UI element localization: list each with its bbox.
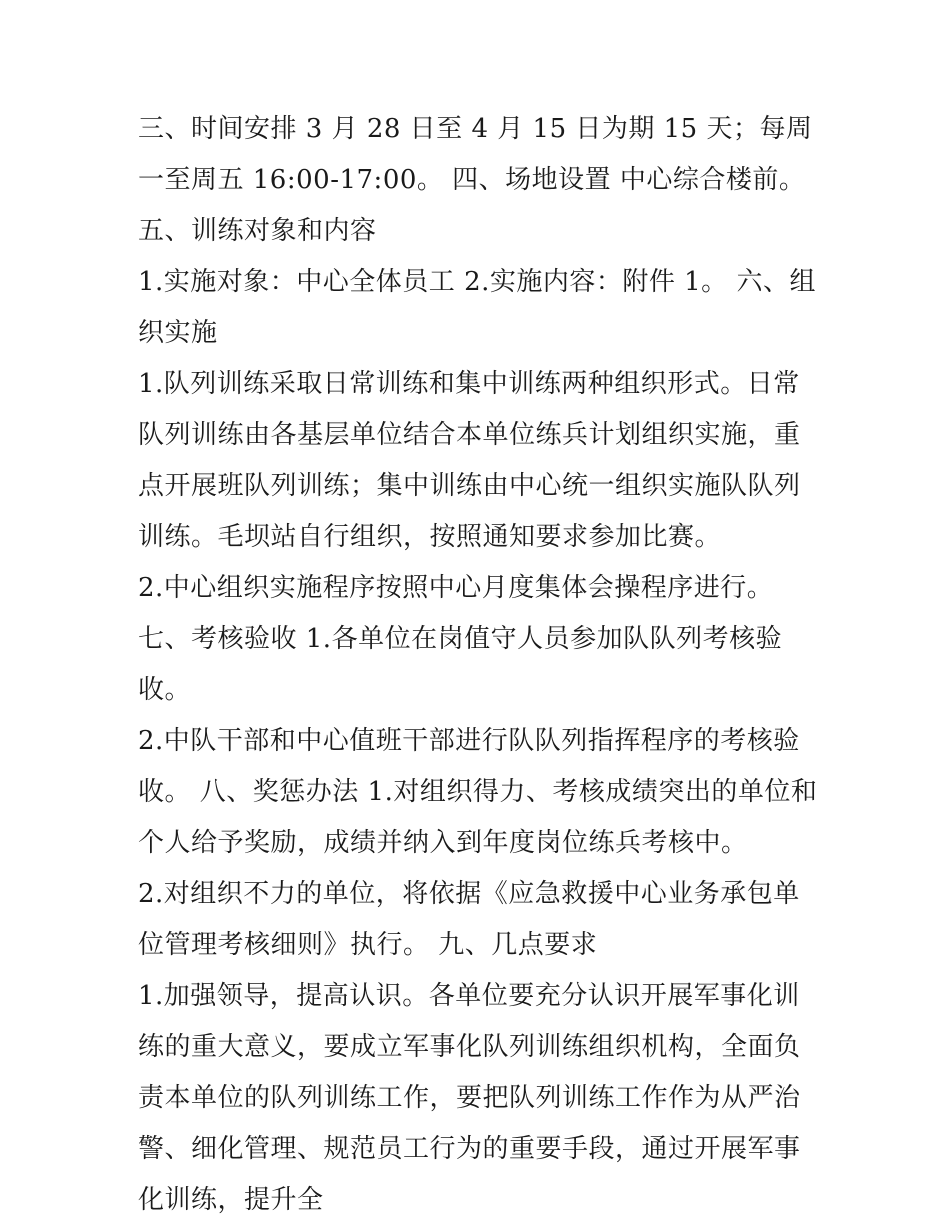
paragraph-procedure-assessment: 2.中心组织实施程序按照中心月度集体会操程序进行。 七、考核验收 1.各单位在岗值守人员参加队队列考核验收。 (138, 573, 783, 705)
paragraph-cadre-assessment-rewards: 2.中队干部和中心值班干部进行队队列指挥程序的考核验收。 八、奖惩办法 1.对组织得力、考核成绩突出的单位和个人给予奖励，成绩并纳入到年度岗位练兵考核中。 (138, 726, 818, 858)
paragraph-organization-training: 1.队列训练采取日常训练和集中训练两种组织形式。日常队列训练由各基层单位结合本单位练兵计划组织实施，重点开展班队列训练；集中训练由中心统一组织实施队队列训练。毛坝站自行组织，按照通知要求参加比赛。 (138, 369, 801, 552)
paragraph-targets-content: 1.实施对象：中心全体员工 2.实施内容：附件 1。 六、组织实施 (138, 267, 816, 348)
paragraph-leadership-awareness: 1.加强领导，提高认识。各单位要充分认识开展军事化训练的重大意义，要成立军事化队列训练组织机构，全面负责本单位的队列训练工作，要把队列训练工作作为从严治警、细化管理、规范员工行为的重要手段，通过开展军事化训练，提升全 (138, 981, 801, 1215)
paragraph-penalties-requirements: 2.对组织不力的单位，将依据《应急救援中心业务承包单位管理考核细则》执行。 九、几点要求 (138, 879, 800, 960)
paragraph-schedule-venue-targets: 三、时间安排 3 月 28 日至 4 月 15 日为期 15 天；每周一至周五 16:00-17:00。 四、场地设置 中心综合楼前。 五、训练对象和内容 (138, 114, 815, 246)
document-body (138, 104, 818, 1226)
